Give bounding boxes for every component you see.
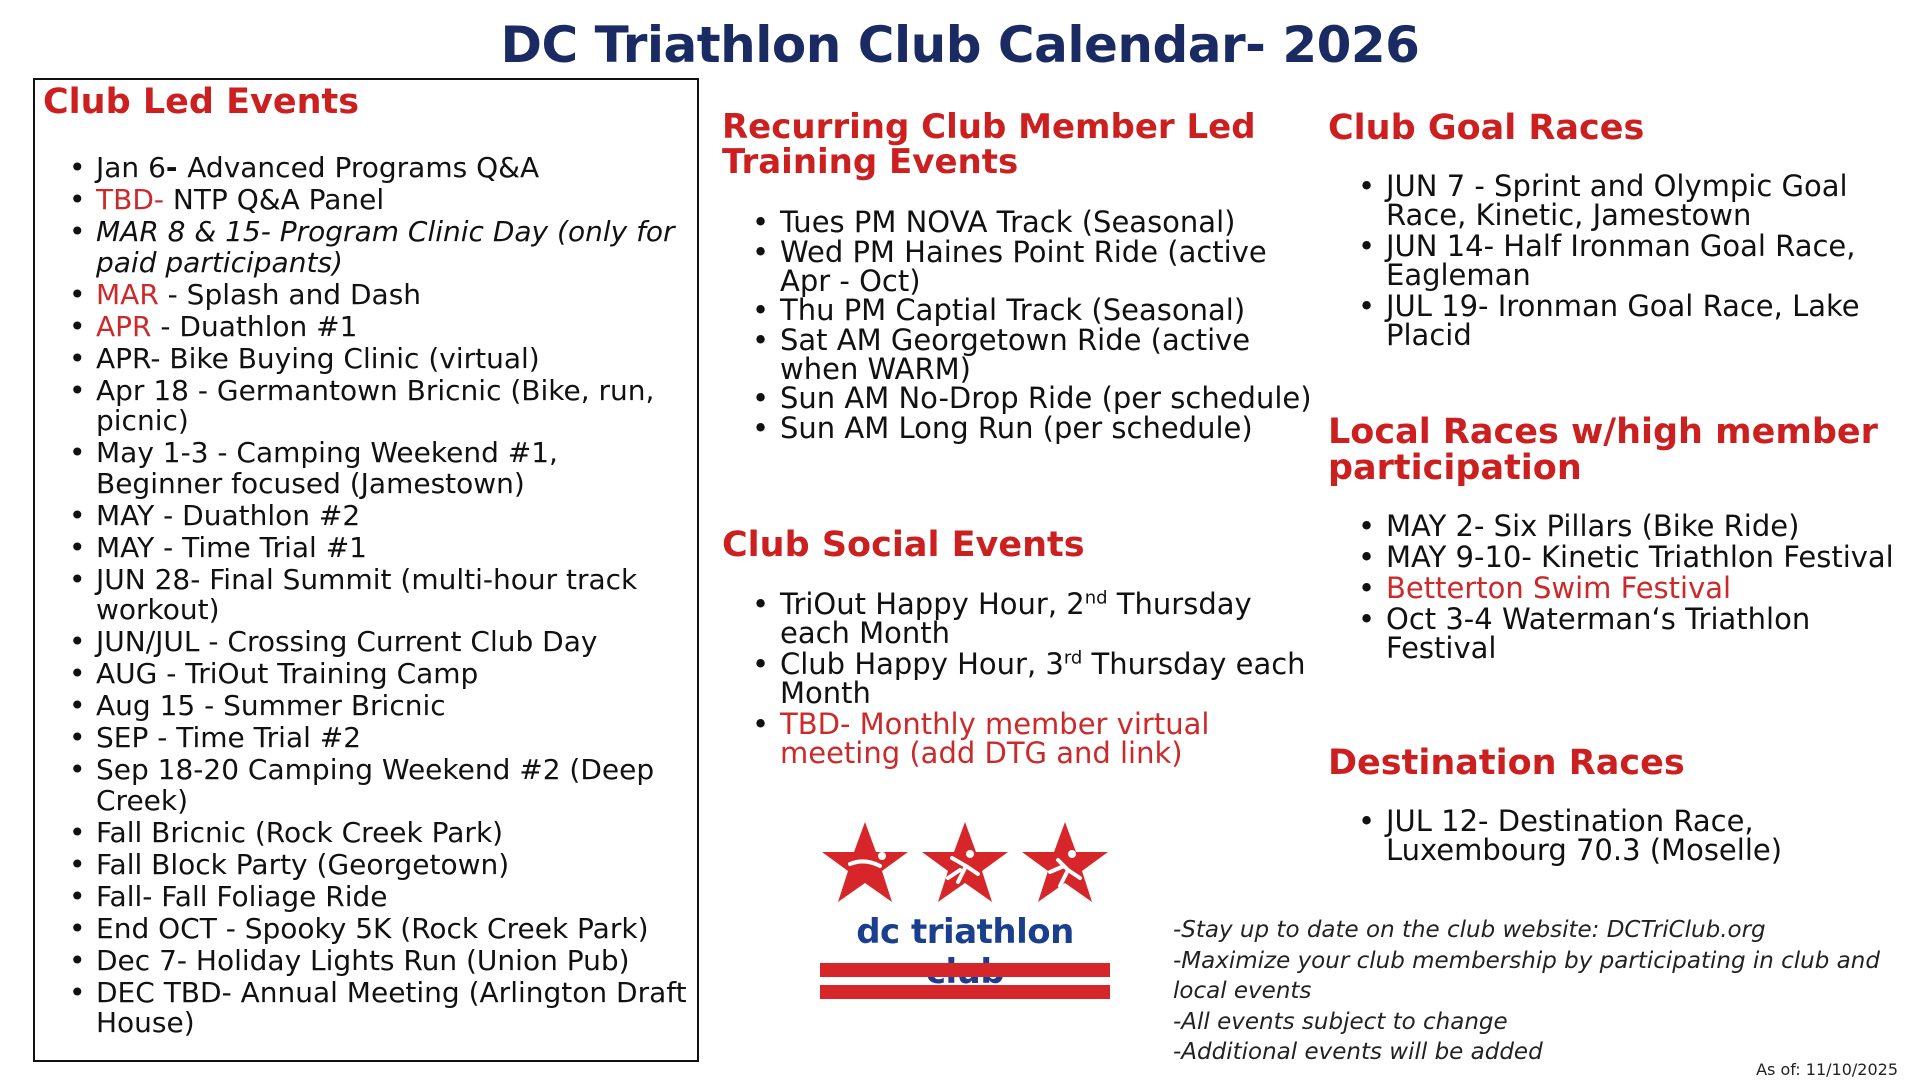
recurring-list: [722, 205, 1322, 445]
destination-races-section: [1328, 745, 1908, 867]
list-item-text: Fall Bricnic (Rock Creek Park): [96, 815, 504, 849]
list-item: [49, 911, 691, 945]
list-item: [1328, 229, 1908, 292]
list-item: [1328, 602, 1908, 665]
list-item-text: Oct 3-4 Waterman‘s Triathlon Festival: [1386, 602, 1811, 665]
list-item: [1328, 804, 1908, 867]
list-item: [722, 205, 1322, 239]
list-item-text: Sep 18-20 Camping Weekend #2 (Deep Creek): [96, 753, 655, 817]
list-item: [1328, 571, 1908, 605]
list-item-text: Thursday each Month: [780, 587, 1252, 650]
list-item-text: nd: [1084, 587, 1108, 609]
recurring-section: [722, 107, 1322, 445]
list-item: [49, 562, 691, 626]
goal-races-heading: Club Goal Races: [1328, 108, 1645, 148]
social-heading: Club Social Events: [722, 525, 1085, 565]
list-item-text: Club Happy Hour, 3: [780, 647, 1064, 681]
list-item-text: MAY - Time Trial #1: [96, 530, 367, 564]
list-item: [49, 723, 691, 754]
list-item-text: AUG - TriOut Training Camp: [96, 657, 479, 690]
list-item: [49, 341, 691, 375]
list-item-text: DEC TBD- Annual Meeting (Arlington Draft House): [96, 975, 687, 1039]
list-item: [1328, 540, 1908, 574]
list-item-text: SEP - Time Trial #2: [96, 721, 362, 754]
list-item-text: JUN/JUL - Crossing Current Club Day: [96, 625, 598, 658]
three-star-athletes-icon: [820, 820, 1110, 915]
destination-races-heading: Destination Races: [1328, 743, 1685, 783]
list-item: [49, 309, 691, 343]
as-of-date: As of: 11/10/2025: [1756, 1060, 1898, 1079]
list-item-text: TriOut Happy Hour, 2: [780, 587, 1085, 621]
club-led-events-list: [49, 153, 691, 1040]
local-races-list: [1328, 509, 1908, 665]
list-item-text: MAY 2- Six Pillars (Bike Ride): [1386, 509, 1800, 543]
list-item: [49, 627, 691, 658]
list-item-text: JUL 19- Ironman Goal Race, Lake Placid: [1386, 289, 1860, 352]
social-section: [722, 527, 1322, 770]
list-item: [49, 755, 691, 816]
list-item-text: JUN 7 - Sprint and Olympic Goal Race, Kinetic, Jamestown: [1386, 169, 1848, 232]
list-item: [49, 277, 691, 311]
list-item: [722, 293, 1322, 327]
list-item: [1328, 289, 1908, 352]
list-item: [722, 234, 1322, 298]
list-item: [49, 530, 691, 564]
list-item: [49, 438, 691, 499]
list-item-text: TBD-: [96, 183, 164, 216]
list-item: [49, 879, 691, 913]
note-line: -Maximize your club membership by participating in club and local events: [1173, 947, 1880, 1004]
list-item-text: Aug 15 - Summer Bricnic: [96, 689, 446, 722]
list-item-text: Wed PM Haines Point Ride (active Apr - Oct): [780, 234, 1267, 298]
list-item: [722, 707, 1322, 770]
local-races-section: [1328, 414, 1908, 665]
list-item-text: Betterton Swim Festival: [1386, 571, 1732, 605]
goal-races-section: [1328, 110, 1908, 352]
list-item-text: Dec 7- Holiday Lights Run (Union Pub): [96, 943, 630, 977]
list-item: [1328, 169, 1908, 232]
list-item: [49, 185, 691, 216]
list-item: [722, 410, 1322, 445]
list-item: [1328, 509, 1908, 543]
list-item-text: May 1-3 - Camping Weekend #1, Beginner focused (Jamestown): [96, 436, 558, 500]
list-item-text: -: [165, 151, 188, 184]
list-item: [722, 381, 1322, 415]
logo-bar-bottom: [820, 985, 1110, 999]
list-item: [49, 847, 691, 881]
club-led-events-heading: Club Led Events: [43, 82, 360, 122]
list-item-text: JUN 14- Half Ironman Goal Race, Eagleman: [1386, 229, 1856, 292]
list-item-text: Fall- Fall Foliage Ride: [96, 879, 388, 913]
list-item: [49, 975, 691, 1039]
list-item-text: NTP Q&A Panel: [163, 183, 385, 216]
list-item-text: JUL 12- Destination Race, Luxembourg 70.3 (Moselle): [1386, 804, 1783, 867]
list-item: [722, 322, 1322, 386]
club-logo: [820, 820, 1110, 1010]
list-item: [49, 943, 691, 977]
list-item-text: MAR 8 & 15- Program Clinic Day (only for paid participants): [96, 215, 675, 279]
note-line: -All events subject to change: [1173, 1008, 1508, 1035]
list-item-text: MAY 9-10- Kinetic Triathlon Festival: [1386, 540, 1894, 574]
destination-races-list: [1328, 804, 1908, 867]
local-races-heading: Local Races w/high member participation: [1328, 412, 1878, 488]
list-item: [49, 815, 691, 849]
social-list: [722, 587, 1322, 770]
list-item: [49, 659, 691, 690]
note-line: -Stay up to date on the club website: DCTriClub.org: [1173, 917, 1766, 943]
list-item: [49, 498, 691, 532]
list-item: [49, 691, 691, 722]
list-item-text: Sun AM Long Run (per schedule): [780, 410, 1253, 445]
list-item-text: Apr 18 - Germantown Bricnic (Bike, run, picnic): [96, 373, 655, 437]
logo-bar-top: [820, 963, 1110, 977]
list-item-text: TBD- Monthly member virtual meeting (add DTG and link): [780, 707, 1210, 770]
list-item-text: Thu PM Captial Track (Seasonal): [780, 293, 1246, 327]
goal-races-list: [1328, 169, 1908, 352]
list-item: [49, 217, 691, 278]
recurring-heading: Recurring Club Member Led Training Events: [722, 107, 1256, 182]
list-item-text: Advanced Programs Q&A: [187, 151, 540, 184]
club-led-events-box: [33, 78, 699, 1062]
note-line: -Additional events will be added: [1173, 1039, 1543, 1065]
list-item-text: Jan 6: [96, 151, 166, 184]
list-item: [49, 153, 691, 184]
list-item: [49, 373, 691, 437]
page-title: DC Triathlon Club Calendar- 2026: [500, 16, 1420, 74]
list-item-text: Tues PM NOVA Track (Seasonal): [780, 205, 1236, 239]
list-item-text: - Duathlon #1: [151, 309, 358, 343]
list-item-text: MAR: [96, 277, 159, 311]
list-item-text: APR: [96, 309, 152, 343]
list-item-text: End OCT - Spooky 5K (Rock Creek Park): [96, 911, 649, 945]
list-item-text: Sat AM Georgetown Ride (active when WARM): [780, 322, 1251, 386]
list-item: [722, 587, 1322, 650]
list-item-text: APR- Bike Buying Clinic (virtual): [96, 341, 540, 375]
list-item-text: Sun AM No-Drop Ride (per schedule): [780, 381, 1312, 415]
logo-text: dc triathlon: [856, 912, 1074, 952]
list-item-text: Fall Block Party (Georgetown): [96, 847, 510, 881]
list-item-text: MAY - Duathlon #2: [96, 498, 361, 532]
list-item-text: JUN 28- Final Summit (multi-hour track workout): [96, 562, 638, 626]
list-item-text: rd: [1063, 647, 1083, 669]
list-item-text: Thursday each Month: [780, 647, 1306, 710]
notes: [1173, 915, 1913, 1068]
list-item-text: - Splash and Dash: [158, 277, 422, 311]
list-item: [722, 647, 1322, 710]
